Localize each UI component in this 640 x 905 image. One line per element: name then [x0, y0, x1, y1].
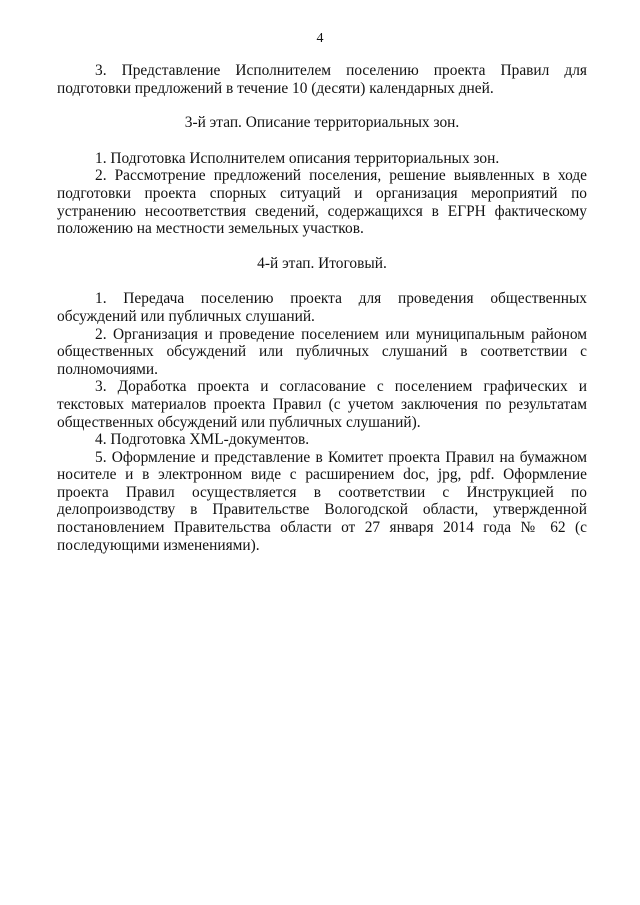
stage4-item-4: 4. Подготовка XML-документов. [95, 431, 310, 449]
stage3-heading: 3-й этап. Описание территориальных зон. [184, 114, 460, 132]
page-number: 4 [316, 31, 324, 46]
stage4-item-5: 5. Оформление и представление в Комитет проекта Правил на бумажном носителе и в электронном виде с расширением doc, jpg, pdf. Оформление проекта Правил осуществляется в соответствии с Инструкцией по делопроизводству в Правительстве Вологодской области, утвержденной постановлением Правительства области от 27 января 2014 года № 62 (с последующими изменениями). [57, 448, 587, 554]
paragraph-stage2-item-3: 3. Представление Исполнителем поселению проекта Правил для подготовки предложений в течение 10 (десяти) календарных дней. [57, 62, 587, 97]
document-body [57, 62, 587, 554]
stage4-heading: 4-й этап. Итоговый. [257, 254, 387, 272]
stage4-item-1: 1. Передача поселению проекта для проведения общественных обсуждений или публичных слушаний. [57, 290, 587, 325]
stage3-item-2: 2. Рассмотрение предложений поселения, решение выявленных в ходе подготовки проекта спорных ситуаций и организация мероприятий по устранению несоответствия сведений, содержащихся в ЕГРН фактическому положению на местности земельных участков. [57, 167, 587, 238]
stage4-item-3: 3. Доработка проекта и согласование с поселением графических и текстовых материалов проекта Правил (с учетом заключения по результатам общественных обсуждений или публичных слушаний). [57, 378, 587, 431]
stage3-item-1: 1. Подготовка Исполнителем описания территориальных зон. [95, 149, 500, 167]
stage4-item-2: 2. Организация и проведение поселением или муниципальным районом общественных обсуждений или публичных слушаний в соответствии с полномочиями. [57, 325, 587, 378]
